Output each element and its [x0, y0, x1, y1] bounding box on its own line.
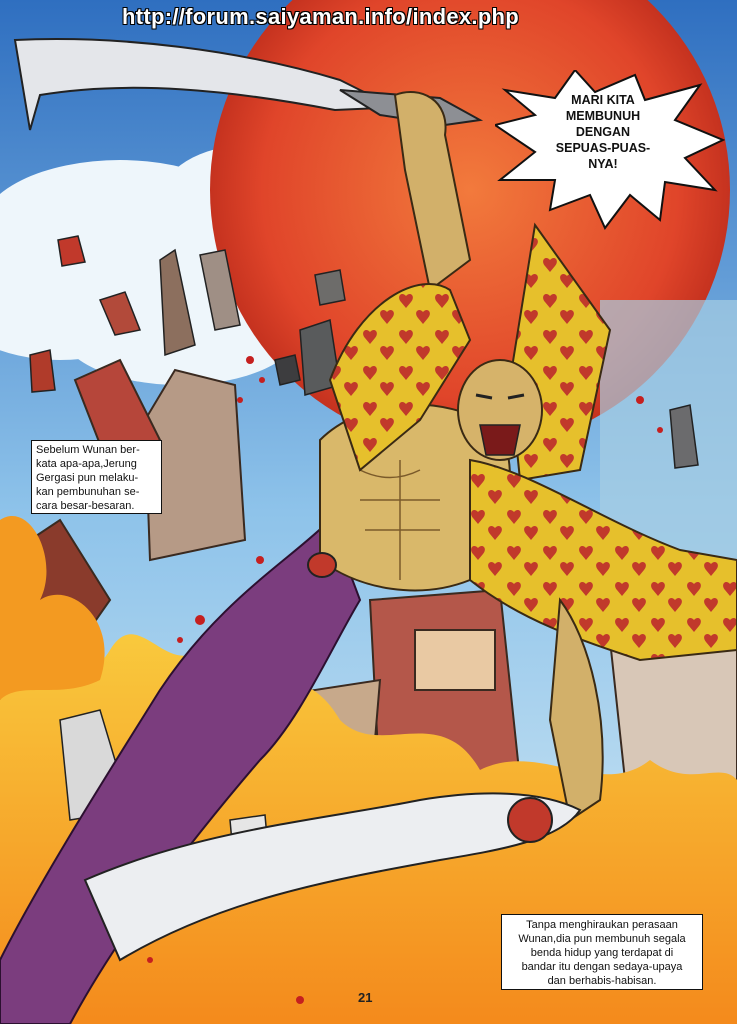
page-number: 21 — [358, 990, 373, 1005]
open-mouth — [480, 425, 520, 455]
speech-bubble-text — [548, 92, 658, 172]
caption-line: benda hidup yang terdapat di — [530, 947, 674, 959]
speech-line: SEPUAS-PUAS- — [555, 141, 651, 155]
caption-line: Wunan,dia pun membunuh segala — [518, 933, 686, 945]
speech-line: DENGAN — [575, 125, 631, 139]
caption-line: Tanpa menghiraukan perasaan — [526, 919, 678, 931]
right-sky — [600, 300, 737, 560]
caption-line: dan berhabis-habisan. — [547, 975, 657, 987]
caption-line: kata apa-apa,Jerung — [36, 458, 137, 470]
caption-line: Gergasi pun melaku- — [36, 472, 139, 484]
belt-buckle — [308, 553, 336, 577]
caption-line: Sebelum Wunan ber- — [36, 444, 140, 456]
caption-line: kan pembunuhan se- — [36, 486, 140, 498]
lower-blade-guard — [508, 798, 552, 842]
caption-top-left — [31, 440, 162, 514]
speech-line: MEMBUNUH — [565, 109, 641, 123]
speech-line: MARI KITA — [571, 93, 635, 107]
speech-line: NYA! — [588, 157, 618, 171]
caption-line: bandar itu dengan sedaya-upaya — [521, 961, 683, 973]
watermark-url: http://forum.saiyaman.info/index.php — [122, 4, 520, 29]
caption-bottom-right — [501, 914, 703, 990]
caption-line: cara besar-besaran. — [36, 500, 135, 512]
